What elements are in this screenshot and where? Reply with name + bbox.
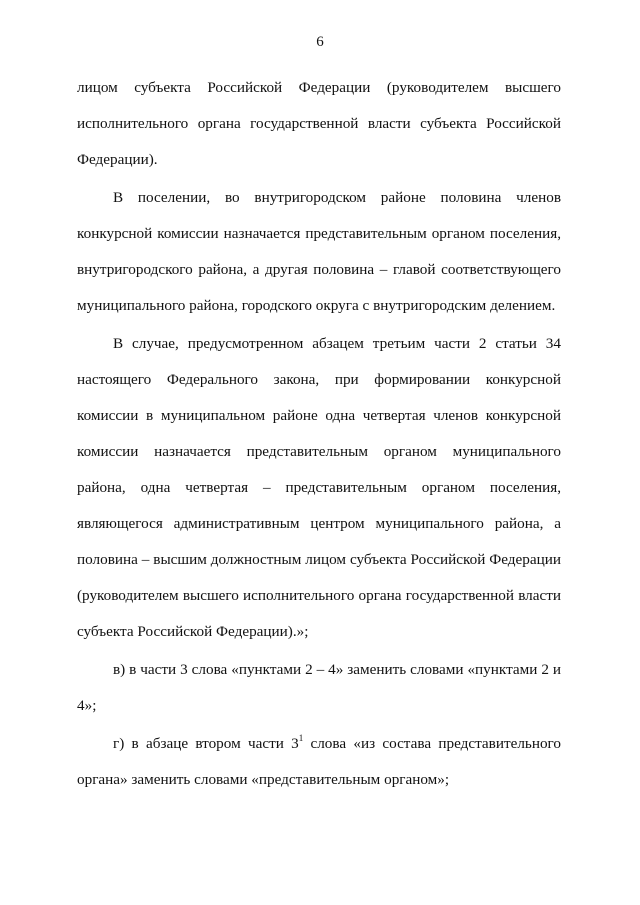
paragraph: В случае, предусмотренном абзацем третьим части 2 статьи 34 настоящего Федерального закона, при формировании конкурсной комиссии в муниципальном районе одна четвертая членов конкурсной комиссии назначается представительным органом муниципального района, одна четвертая – представительным органом поселения, являющегося административным центром муниципального района, а половина – высшим должностным лицом субъекта Российской Федерации (руководителем высшего исполнительного органа государственной власти субъекта Российской Федерации).»; bbox=[77, 335, 561, 640]
document-body bbox=[77, 70, 561, 798]
superscript: 1 bbox=[298, 733, 304, 743]
page-number: 6 bbox=[316, 34, 324, 50]
paragraph: в) в части 3 слова «пунктами 2 – 4» заменить словами «пунктами 2 и 4»; bbox=[77, 661, 561, 714]
paragraph: В поселении, во внутригородском районе половина членов конкурсной комиссии назначается представительным органом поселения, внутригородского района, а другая половина – главой соответствующего муниципального района, городского округа с внутригородским делением. bbox=[77, 189, 561, 314]
paragraph: лицом субъекта Российской Федерации (руководителем высшего исполнительного органа государственной власти субъекта Российской Федерации). bbox=[77, 79, 561, 168]
paragraph-text-before: г) в абзаце втором части 3 bbox=[113, 735, 299, 752]
paragraph-text-after: слова «из состава представительного органа» заменить словами «представительным органом»; bbox=[77, 735, 561, 788]
paragraph bbox=[77, 726, 561, 798]
